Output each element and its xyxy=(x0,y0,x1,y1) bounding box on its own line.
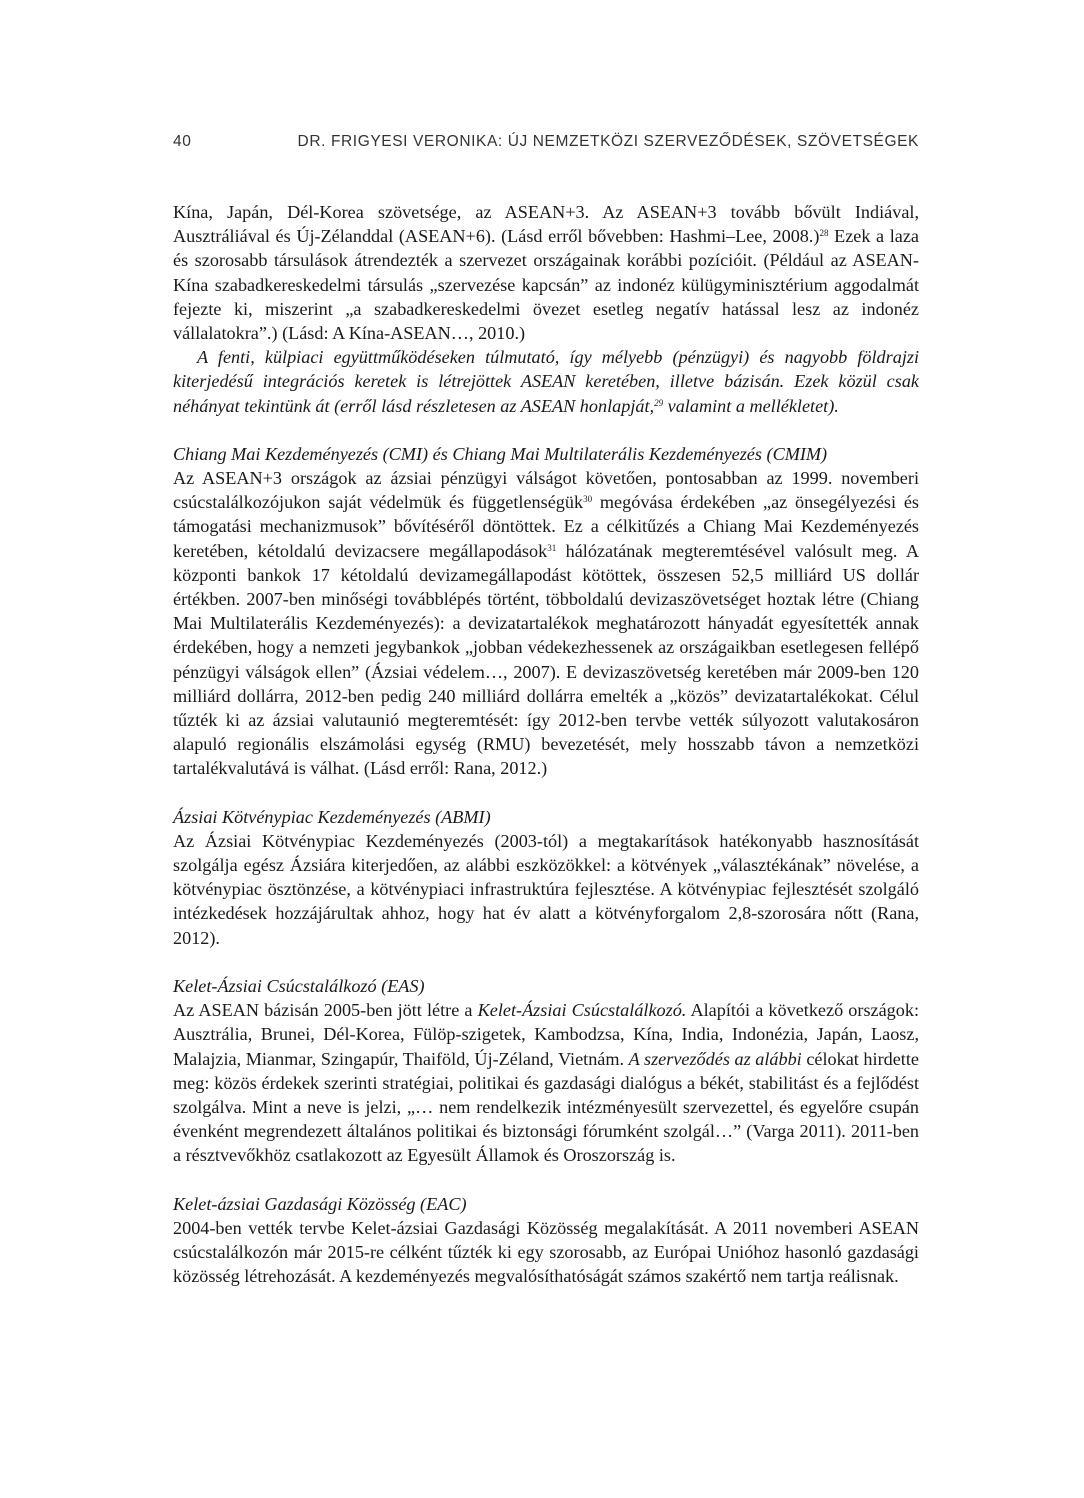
intro-text-2: Ezek a laza és szorosabb társulások átrendezték a szervezet országainak korábbi pozícióit. (Például az ASEAN-Kína szabadkereskedelmi társulás „szervezése kapcsán” az indonéz külügyminisztérium aggodalmát fejezte ki, miszerint „a szabadkereskedelmi övezet esetleg negatív hatással lesz az indonéz vállalatokra”.) (Lásd: A Kína-ASEAN…, 2010.) xyxy=(173,226,919,344)
cmi-text-2: megóvása érdekében „az önsegélyezési és támogatási mechanizmusok” bővítéséről döntöttek. Ez a célkitűzés a Chiang Mai Kezdeményezés keretében, kétoldalú devizacsere megállapodások xyxy=(173,492,920,561)
eas-text-2: Alapítói a következő országok: Ausztrália, Brunei, Dél-Korea, Fülöp-szigetek, Kambodzsa, Kína, India, Indonézia, Japán, Laosz, Malajzia, Mianmar, Szingapúr, Thaiföld, Új-Zéland, Vietnám. xyxy=(173,1000,920,1069)
section-paragraph-eas xyxy=(173,998,919,1167)
cmi-text-1: Az ASEAN+3 országok az ázsiai pénzügyi válságot követően, pontosabban az 1999. novemberi csúcstalálkozójukon saját védelmük és függetlenségük xyxy=(173,468,919,513)
intro-italic-text-2: valamint a mellékletet). xyxy=(663,395,839,416)
cmi-text-3: hálózatának megteremtésével valósult meg. A központi bankok 17 kétoldalú devizamegállapodást kötöttek, összesen 52,5 milliárd US dollár értékben. 2007-ben minőségi továbblépés történt, többoldalú devizaszövetséget hoztak létre (Chiang Mai Multilaterális Kezdeményezés): a devizatartalékok meghatározott hányadát egyesítették annak érdekében, hogy a nemzeti jegybankok „jobban védekezhessenek az országaikban esetlegesen fellépő pénzügyi válságok ellen” (Ázsiai védelem…, 2007). E devizaszövetség keretében már 2009-ben 120 milliárd dollárra, 2012-ben pedig 240 milliárd dollárra emelték a „közös” devizatartalékokat. Célul tűzték ki az ázsiai valutaunió megteremtését: így 2012-ben tervbe vették súlyozott valutakosáron alapuló regionális elszámolási egység (RMU) bevezetését, mely hosszabb távon a nemzetközi tartalékvalutává is válhat. (Lásd erről: Rana, 2012.) xyxy=(173,540,919,779)
eas-italic-name: Kelet-Ázsiai Csúcstalálkozó. xyxy=(477,1000,687,1021)
section-heading-abmi: Ázsiai Kötvénypiac Kezdeményezés (ABMI) xyxy=(173,806,491,827)
eas-italic-phrase: A szerveződés az alábbi xyxy=(628,1048,802,1069)
intro-text-1: Kína, Japán, Dél-Korea szövetsége, az ASEAN+3. Az ASEAN+3 tovább bővült Indiával, Ausztráliával és Új-Zélanddal (ASEAN+6). (Lásd erről bővebben: Hashmi–Lee, 2008.) xyxy=(173,202,919,247)
intro-italic-text-1: A fenti, külpiaci együttműködéseken túlmutató, így mélyebb (pénzügyi) és nagyobb földrajzi kiterjedésű integrációs keretek is létrejöttek ASEAN keretében, illetve bázisán. Ezek közül csak néhányat tekintünk át (erről lásd részletesen az ASEAN honlapját, xyxy=(173,347,919,416)
footnote-ref-30: 30 xyxy=(583,494,593,505)
footnote-ref-28: 28 xyxy=(819,228,829,239)
section-heading-eac: Kelet-ázsiai Gazdasági Közösség (EAC) xyxy=(173,1193,467,1214)
eas-text-1: Az ASEAN bázisán 2005-ben jött létre a xyxy=(173,1000,478,1021)
footnote-ref-31: 31 xyxy=(547,542,557,553)
eas-text-3: célokat hirdette meg: közös érdekek szerinti stratégiai, politikai és gazdasági dialógus a békét, stabilitást és a fejlődést szolgálva. Mint a neve is jelzi, „… nem rendelkezik intézményesült szervezettel, és egyelőre csupán évenként megrendezett általános politikai és biztonsági fórumként szolgál…” (Varga 2011). 2011-ben a résztvevőkhöz csatlakozott az Egyesült Államok és Oroszország is. xyxy=(173,1048,919,1166)
intro-paragraph xyxy=(173,200,919,345)
footnote-ref-29: 29 xyxy=(654,397,664,408)
page-number: 40 xyxy=(173,133,192,150)
section-paragraph-cmi xyxy=(173,466,919,781)
section-paragraph-eac: 2004-ben vették tervbe Kelet-ázsiai Gazdasági Közösség megalakítását. A 2011 novemberi ASEAN csúcstalálkozón már 2015-re célként tűzték ki egy szorosabb, az Európai Unióhoz hasonló gazdasági közösség létrehozását. A kezdeményezés megvalósíthatóságát számos szakértő nem tartja reálisnak. xyxy=(173,1217,919,1287)
section-paragraph-abmi: Az Ázsiai Kötvénypiac Kezdeményezés (2003-tól) a megtakarítások hatékonyabb hasznosítását szolgálja egész Ázsiára kiterjedően, az alábbi eszközökkel: a kötvények „választékának” növelése, a kötvénypiac ösztönzése, a kötvénypiaci infrastruktúra fejlesztése. A kötvénypiac fejlesztését szolgáló intézkedések hozzájárultak ahhoz, hogy hat év alatt a kötvényforgalom 2,8-szorosára nőtt (Rana, 2012). xyxy=(173,830,919,948)
intro-italic-paragraph xyxy=(173,345,919,418)
running-title: DR. FRIGYESI VERONIKA: ÚJ NEMZETKÖZI SZERVEZŐDÉSEK, SZÖVETSÉGEK xyxy=(297,133,919,150)
body-text xyxy=(173,200,919,1288)
page-header xyxy=(173,133,919,155)
section-heading-cmi: Chiang Mai Kezdeményezés (CMI) és Chiang Mai Multilaterális Kezdeményezés (CMIM) xyxy=(173,443,828,464)
section-heading-eas: Kelet-Ázsiai Csúcstalálkozó (EAS) xyxy=(173,975,425,996)
